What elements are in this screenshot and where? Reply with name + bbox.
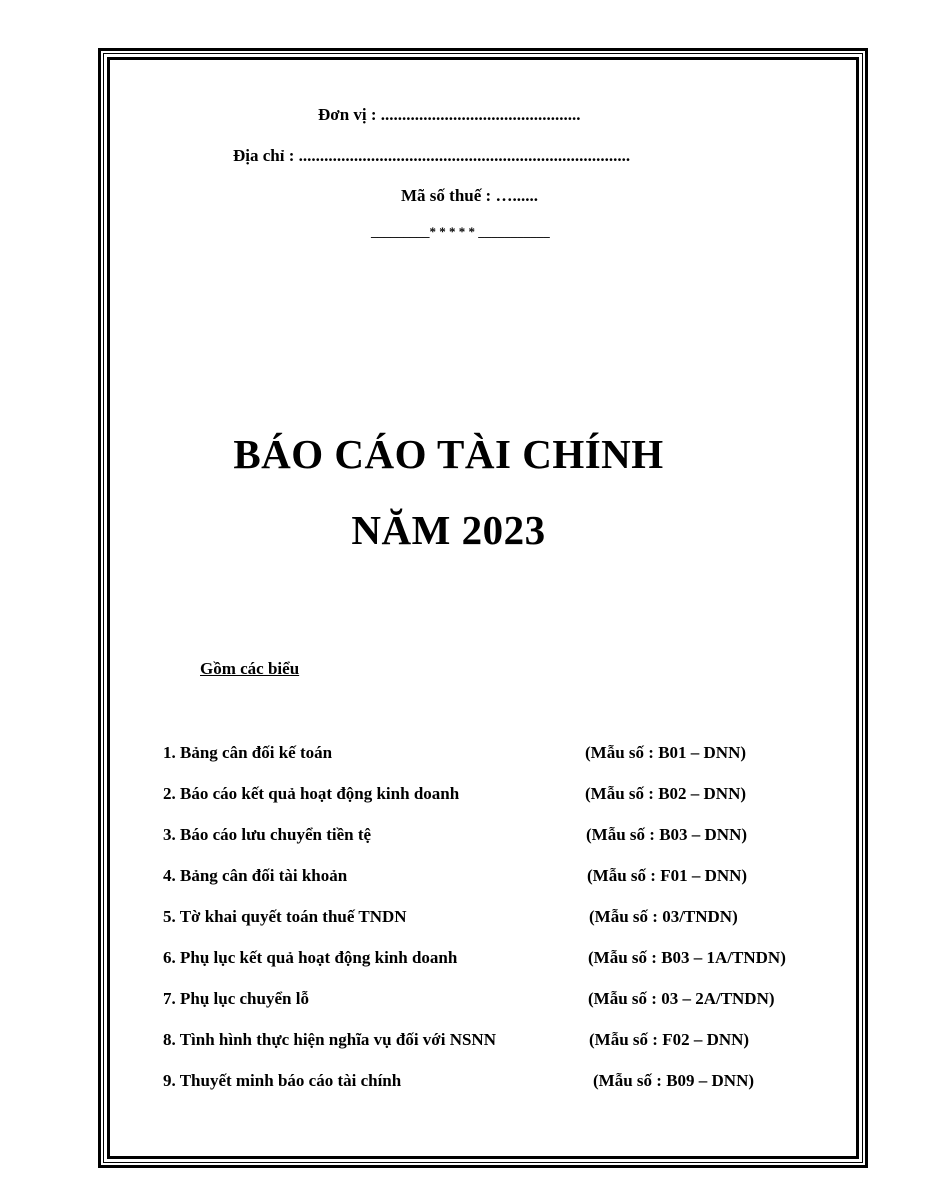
list-item-code: (Mẫu số : 03/TNDN) bbox=[589, 907, 738, 926]
list-item-name: 5. Tờ khai quyết toán thuế TNDN bbox=[163, 907, 407, 926]
tax-code-field: Mã số thuế : …...... bbox=[401, 186, 538, 205]
list-item-code: (Mẫu số : B03 – DNN) bbox=[586, 825, 748, 844]
report-year: NĂM 2023 bbox=[351, 507, 546, 553]
list-item-name: 8. Tình hình thực hiện nghĩa vụ đối với NSNN bbox=[163, 1030, 496, 1049]
list-item-code: (Mẫu số : B09 – DNN) bbox=[593, 1071, 755, 1090]
list-item-code: (Mẫu số : F01 – DNN) bbox=[587, 866, 748, 885]
list-item-name: 2. Báo cáo kết quả hoạt động kinh doanh bbox=[163, 784, 460, 803]
list-item-name: 6. Phụ lục kết quả hoạt động kinh doanh bbox=[163, 948, 458, 967]
list-item-name: 3. Báo cáo lưu chuyển tiền tệ bbox=[163, 825, 372, 844]
list-item-name: 9. Thuyết minh báo cáo tài chính bbox=[163, 1071, 402, 1090]
list-item-code: (Mẫu số : B01 – DNN) bbox=[585, 743, 747, 762]
address-field: Địa chỉ : .............................................................................. bbox=[233, 146, 631, 165]
report-title: BÁO CÁO TÀI CHÍNH bbox=[233, 431, 664, 477]
list-item-code: (Mẫu số : 03 – 2A/TNDN) bbox=[588, 989, 775, 1008]
list-item-code: (Mẫu số : B03 – 1A/TNDN) bbox=[588, 948, 786, 967]
list-item-code: (Mẫu số : F02 – DNN) bbox=[589, 1030, 750, 1049]
list-item-code: (Mẫu số : B02 – DNN) bbox=[585, 784, 747, 803]
list-item-name: 7. Phụ lục chuyển lỗ bbox=[163, 989, 309, 1008]
header-separator: _________* * * * * ___________ bbox=[371, 224, 550, 239]
list-item-name: 1. Bảng cân đối kế toán bbox=[163, 743, 333, 762]
unit-field: Đơn vị : ............................................... bbox=[318, 105, 581, 124]
list-item-name: 4. Bảng cân đối tài khoản bbox=[163, 866, 348, 885]
section-heading: Gồm các biểu bbox=[200, 659, 300, 678]
